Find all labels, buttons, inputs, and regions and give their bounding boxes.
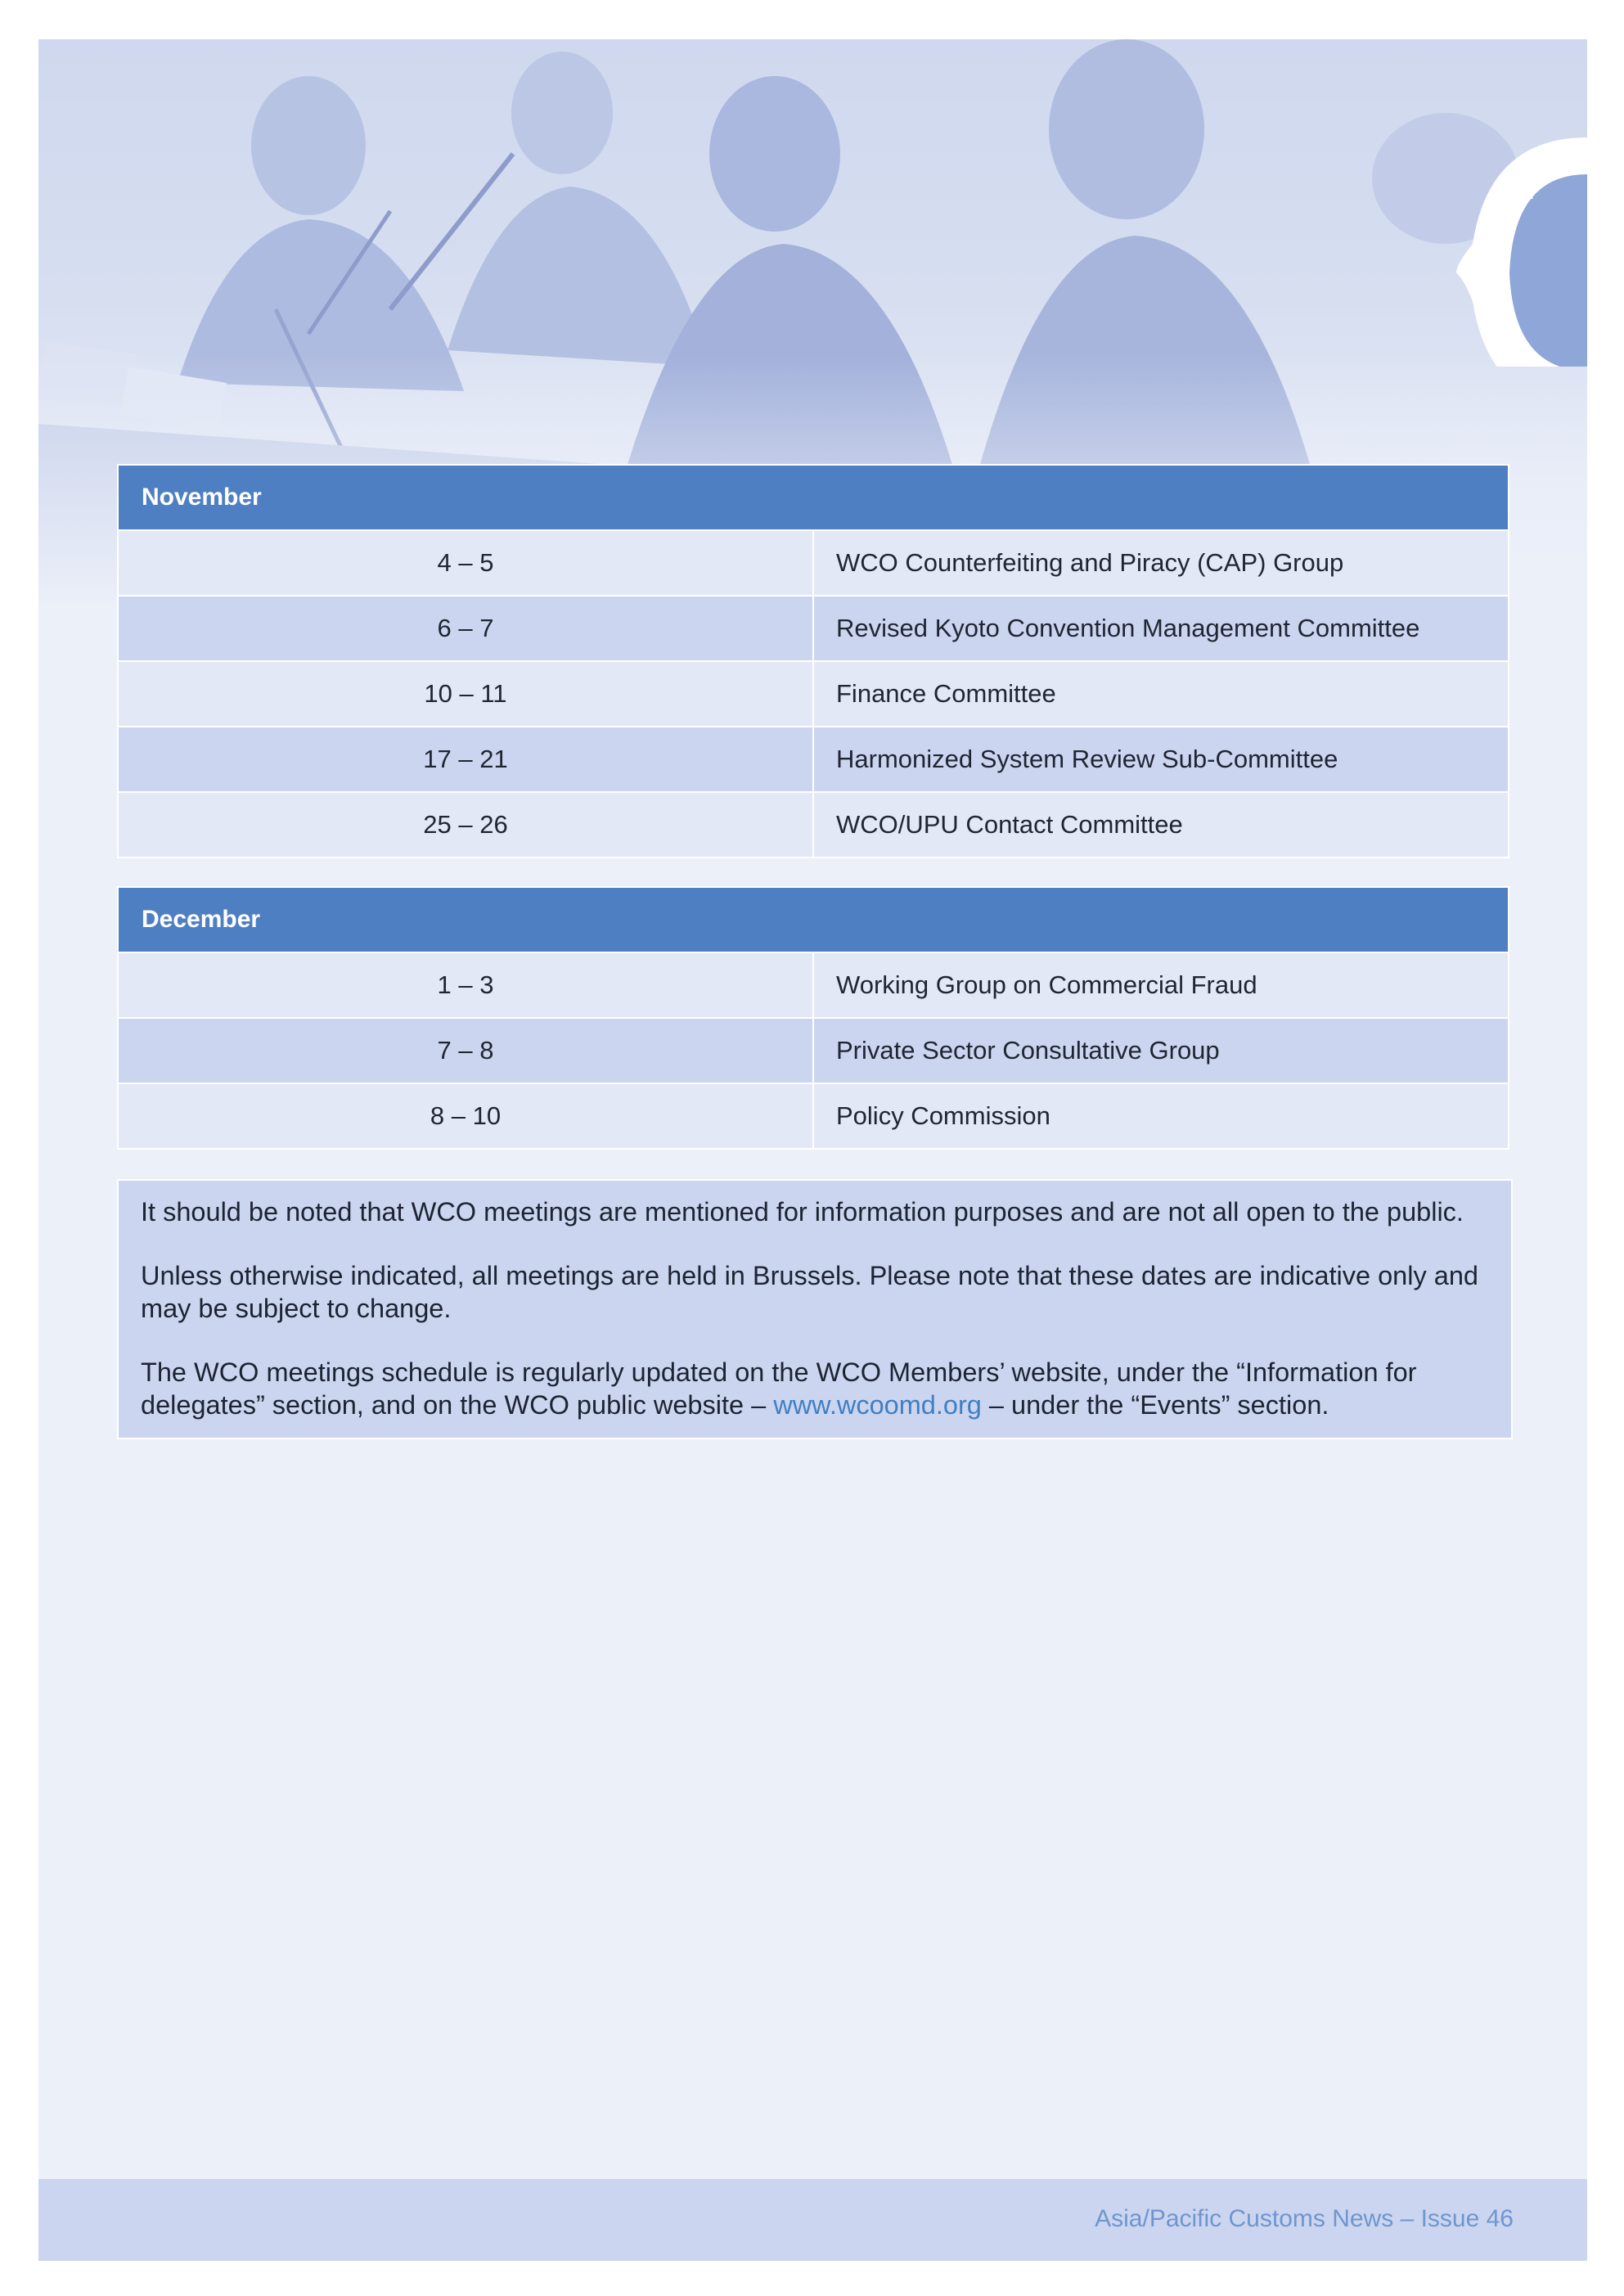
page-number: 27 [1509, 174, 1541, 205]
meeting-dates: 6 – 7 [118, 596, 813, 661]
publication-issue-label: Asia/Pacific Customs News – Issue 46 [1095, 2205, 1514, 2232]
meeting-dates: 25 – 26 [118, 792, 813, 858]
meeting-name: Policy Commission [813, 1083, 1509, 1149]
meeting-dates: 7 – 8 [118, 1018, 813, 1083]
information-note-box [117, 1179, 1513, 1439]
meeting-name: Private Sector Consultative Group [813, 1018, 1509, 1083]
note-paragraph: It should be noted that WCO meetings are mentioned for information purposes and are not all open to the public. [141, 1197, 1464, 1227]
table-row [118, 530, 1509, 596]
table-row [118, 1083, 1509, 1149]
table-row [118, 1018, 1509, 1083]
december-schedule-table [117, 886, 1509, 1150]
note-paragraph: Unless otherwise indicated, all meetings are held in Brussels. Please note that these dates are indicative only and may be subject to change. [141, 1261, 1478, 1323]
table-row [118, 727, 1509, 792]
table-row [118, 952, 1509, 1018]
table-row [118, 596, 1509, 661]
meeting-name: Working Group on Commercial Fraud [813, 952, 1509, 1018]
page-footer [38, 2179, 1587, 2261]
meeting-dates: 1 – 3 [118, 952, 813, 1018]
meeting-name: WCO Counterfeiting and Piracy (CAP) Group [813, 530, 1509, 596]
table-row [118, 792, 1509, 858]
meeting-name: Revised Kyoto Convention Management Committee [813, 596, 1509, 661]
november-schedule-table [117, 464, 1509, 858]
page [38, 39, 1587, 2261]
table-month-header: December [118, 887, 1509, 952]
page-number-tab [1456, 97, 1587, 367]
meeting-name: Finance Committee [813, 661, 1509, 727]
meeting-dates: 4 – 5 [118, 530, 813, 596]
note-paragraph [141, 1356, 1489, 1421]
meeting-name: Harmonized System Review Sub-Committee [813, 727, 1509, 792]
table-month-header: November [118, 465, 1509, 530]
note-text: – under the “Events” section. [981, 1390, 1329, 1420]
note-text: The WCO meetings schedule is regularly updated on the WCO Members’ website, under the “Information for delegates” section, and on the WCO public website – [141, 1357, 1417, 1420]
table-row [118, 661, 1509, 727]
meeting-dates: 17 – 21 [118, 727, 813, 792]
meeting-dates: 10 – 11 [118, 661, 813, 727]
wco-website-link[interactable]: www.wcoomd.org [773, 1390, 982, 1420]
meeting-dates: 8 – 10 [118, 1083, 813, 1149]
meeting-name: WCO/UPU Contact Committee [813, 792, 1509, 858]
